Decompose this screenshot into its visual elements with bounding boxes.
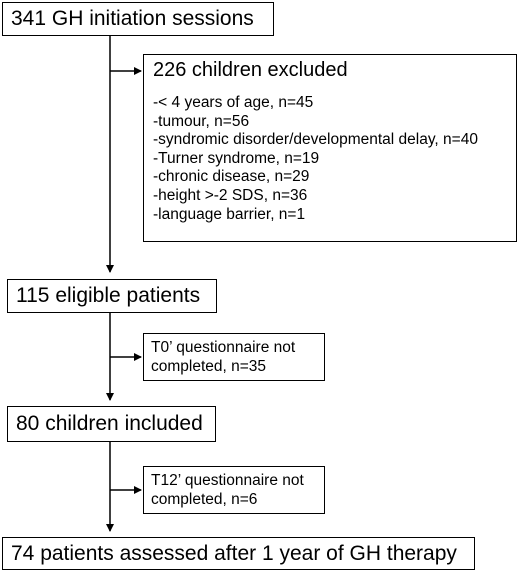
final-label: 74 patients assessed after 1 year of GH therapy <box>11 542 457 565</box>
excluded-item-chronic: -chronic disease, n=29 <box>153 168 310 186</box>
excluded-title: 226 children excluded <box>153 59 348 81</box>
start-label: 341 GH initiation sessions <box>11 7 254 30</box>
excluded-box <box>143 54 517 242</box>
t0-box <box>143 333 325 381</box>
t0-line-1: T0’ questionnaire not <box>151 339 296 356</box>
t12-line-1: T12’ questionnaire not <box>151 472 304 489</box>
excluded-item-turner: -Turner syndrome, n=19 <box>153 149 320 167</box>
eligible-label: 115 eligible patients <box>16 284 201 307</box>
t12-box <box>143 466 325 514</box>
start-box <box>2 2 274 36</box>
included-box <box>7 406 216 442</box>
excluded-item-tumour: -tumour, n=56 <box>153 112 250 130</box>
final-box <box>2 537 475 570</box>
t12-line-2: completed, n=6 <box>151 491 258 508</box>
excluded-item-age: -< 4 years of age, n=45 <box>153 94 314 111</box>
included-label: 80 children included <box>16 412 203 435</box>
t0-line-2: completed, n=35 <box>151 358 267 375</box>
eligible-box <box>7 279 217 313</box>
excluded-item-syndromic: -syndromic disorder/developmental delay, n=40 <box>153 131 478 149</box>
excluded-item-height: -height >-2 SDS, n=36 <box>153 186 308 204</box>
excluded-item-language: -language barrier, n=1 <box>153 205 306 223</box>
